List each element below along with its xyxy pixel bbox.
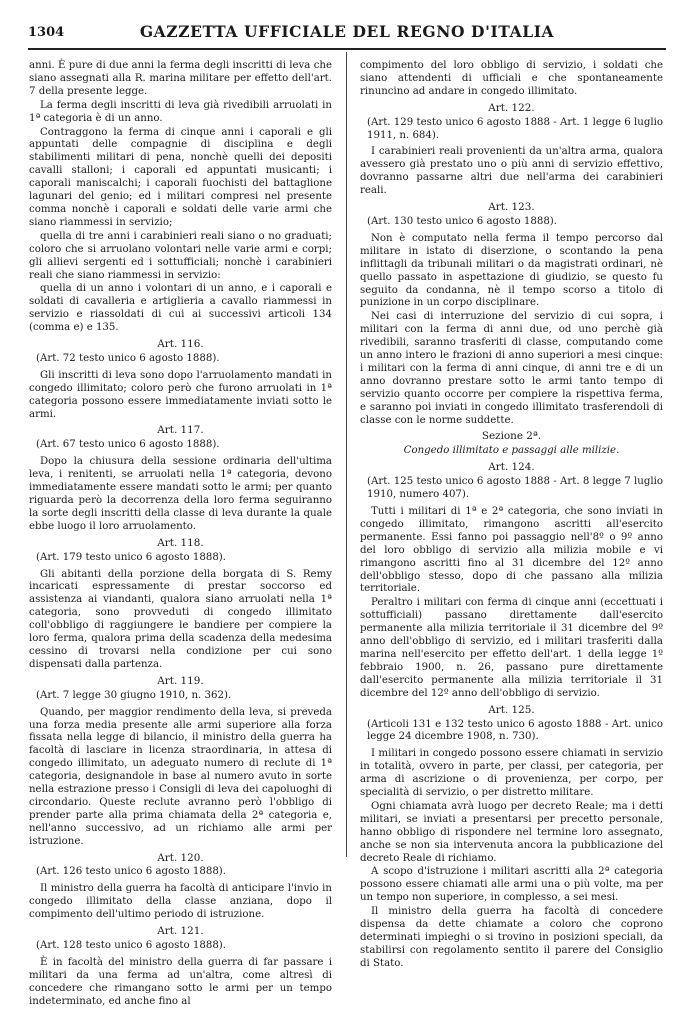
article-heading: Art. 121. bbox=[157, 925, 204, 938]
body-paragraph: Contraggono la ferma di cinque anni i caporali e gli appuntati delle compagnie di disciplina e degli stabilimenti militari di pena, nonchè quelli dei depositi cavalli stalloni; i caporali ed appuntati musicanti; i caporali maniscalchi; i caporali fuochisti del battaglione lagunari del genio; ed i militari compresi nel presente comma nonchè i caporali e soldati delle varie armi che siano riammessi in servizio; bbox=[29, 126, 332, 228]
article-heading: Art. 125. bbox=[488, 703, 535, 716]
body-paragraph: quella di tre anni i carabinieri reali siano o no graduati; coloro che si arruolano volontari nelle varie armi e corpi; gli allievi sergenti ed i sottufficiali; nonchè i carabinieri reali che siano riammessi in servizio: bbox=[29, 230, 332, 281]
body-paragraph: Tutti i militari di 1ª e 2ª categoria, che sono inviati in congedo illimitato, rimangono ascritti all'esercito permanente. Essi fanno poi passaggio nell'8º o 9º anno del loro obbligo di servizio alla milizia mobile e vi rimangono ascritti fino al 31 dicembre del 12º anno dell'obbligo stesso, dopo di che passano alla milizia territoriale. bbox=[360, 506, 663, 595]
article-heading: Art. 119. bbox=[157, 674, 204, 687]
column-divider bbox=[346, 52, 347, 857]
body-paragraph: anni. È pure di due anni la ferma degli inscritti di leva che siano assegnati alla R. marina militare per effetto dell'art. 7 della presente legge. bbox=[29, 60, 332, 97]
body-paragraph: La ferma degli inscritti di leva già rivedibili arruolati in 1ª categoria è di un anno. bbox=[29, 99, 332, 124]
right-column bbox=[360, 60, 663, 969]
body-paragraph: I militari in congedo possono essere chiamati in servizio in totalità, ovvero in parte, per classi, per categoria, per arma di ascrizione o di provenienza, per corpo, per specialità di servizio, o per distretto militare. bbox=[360, 748, 663, 799]
article-source-note: (Art. 7 legge 30 giugno 1910, n. 362). bbox=[36, 689, 232, 701]
body-paragraph: Nei casi di interruzione del servizio di cui sopra, i militari con la ferma di anni due, od uno perchè già rivedibili, saranno trasferiti di classe, computando come un anno intero le frazioni di anno superiori a mesi cinque: i militari con la ferma di anni cinque, di anni tre e di un anno dovranno prestare sotto le armi tanto tempo di servizio quanto occorre per compiere la rispettiva ferma, e saranno poi inviati in congedo illimitato trasferendoli di classe con le norme suddette. bbox=[360, 311, 663, 426]
article-heading: Art. 123. bbox=[488, 201, 535, 214]
body-paragraph: compimento del loro obbligo di servizio, i soldati che siano attendenti di ufficiali e che spontaneamente rinuncino ad andare in congedo illimitato. bbox=[360, 60, 663, 97]
body-paragraph: Peraltro i militari con ferma di cinque anni (eccettuati i sottufficiali) passano direttamente dall'esercito permanente alla milizia territoriale il 31 dicembre del 9º anno dell'obbligo di servizio, ed i militari trasferiti dalla marina nell'esercito per effetto dell'art. 1 della legge 1º febbraio 1900, n. 26, passano pure direttamente dall'esercito permanente alla milizia territoriale il 31 dicembre del 12º anno dell'obbligo di servizio. bbox=[360, 597, 663, 699]
article-source-note: (Art. 128 testo unico 6 agosto 1888). bbox=[36, 940, 227, 951]
section-subtitle: Congedo illimitato e passaggi alle milizie. bbox=[403, 445, 620, 457]
body-paragraph: Il ministro della guerra ha facoltà di anticipare l'invio in congedo illimitato della classe anziana, dopo il compimento dell'ultimo periodo di istruzione. bbox=[29, 883, 332, 921]
body-paragraph: I carabinieri reali provenienti da un'altra arma, qualora avessero già prestato uno o più anni di servizio effettivo, dovranno passarne altri due nell'arma dei carabinieri reali. bbox=[360, 146, 663, 197]
body-paragraph: A scopo d'istruzione i militari ascritti alla 2ª categoria possono essere chiamati alle armi una o più volte, ma per un tempo non superiore, in complesso, a sei mesi. bbox=[360, 866, 663, 904]
article-source-note: (Art. 130 testo unico 6 agosto 1888). bbox=[367, 215, 558, 227]
body-paragraph: Gli inscritti di leva sono dopo l'arruolamento mandati in congedo illimitato; coloro però che furono arruolati in 1ª categoria possono essere immediatamente inviati sotto le armi. bbox=[29, 369, 332, 420]
article-source-note: (Art. 67 testo unico 6 agosto 1888). bbox=[36, 439, 220, 451]
body-paragraph: Il ministro della guerra ha facoltà di concedere dispensa da dette chiamate a coloro che coprono determinati impieghi o si trovino in posizioni speciali, da stabilirsi con regolamento sentito il parere del Consiglio di Stato. bbox=[360, 906, 663, 969]
body-paragraph: quella di un anno i volontari di un anno, e i caporali e soldati di cavalleria e artiglieria a cavallo riammessi in servizio e riassoldati di cui ai successivi articoli 134 (comma e) e 135. bbox=[29, 283, 332, 334]
article-heading: Art. 117. bbox=[157, 424, 204, 437]
article-heading: Art. 118. bbox=[157, 536, 204, 549]
article-source-note: (Articoli 131 e 132 testo unico 6 agosto 1888 - Art. unico legge 24 dicembre 1908, n. 730). bbox=[367, 718, 663, 743]
body-paragraph: Dopo la chiusura della sessione ordinaria dell'ultima leva, i renitenti, se arruolati nella 1ª categoria, devono immediatamente essere mandati sotto le armi; per quanto riguarda però la decorrenza della loro ferma seguiranno la sorte degli inscritti della classe di leva durante la quale ebbe luogo il loro arruolamento. bbox=[29, 456, 332, 532]
article-heading: Art. 122. bbox=[488, 101, 535, 114]
article-heading: Art. 124. bbox=[488, 461, 535, 474]
body-paragraph: Ogni chiamata avrà luogo per decreto Reale; ma i detti militari, se inviati a presentarsi per precetto personale, hanno obbligo di rispondere nel termine loro assegnato, anche se non sia intervenuta ancora la pubblicazione del decreto Reale di richiamo. bbox=[360, 800, 663, 864]
header-rule bbox=[28, 48, 666, 50]
left-column bbox=[29, 60, 332, 1007]
article-source-note: (Art. 125 testo unico 6 agosto 1888 - Art. 8 legge 7 luglio 1910, numero 407). bbox=[367, 476, 663, 501]
article-source-note: (Art. 72 testo unico 6 agosto 1888). bbox=[36, 352, 220, 364]
body-paragraph: Quando, per maggior rendimento della leva, si preveda una forza media presente alle armi superiore alla forza fissata nella legge di bilancio, il ministro della guerra ha facoltà di lasciare in licenza straordinaria, in attesa di congedo illimitato, un adeguato numero di reclute di 1ª categoria, designandole in base al numero avuto in sorte nella estrazione presso i Consigli di leva dei capoluoghi di circondario. Queste reclute avranno però l'obbligo di prender parte alla prima chiamata della 2ª categoria e, nell'anno successivo, ad un richiamo alle armi per istruzione. bbox=[29, 706, 332, 847]
article-heading: Sezione 2ª. bbox=[481, 430, 542, 443]
body-paragraph: Gli abitanti della porzione della borgata di S. Remy incaricati espressamente di prestar soccorso ed assistenza ai viandanti, qualora siano arruolati nella 1ª categoria, sono provveduti di congedo illimitato coll'obbligo di raggiungere le bandiere per compiere la loro ferma, qualora prima della scadenza della medesima cessino di trovarsi nella condizione per cui sono dispensati dalla partenza. bbox=[29, 568, 332, 670]
article-source-note: (Art. 126 testo unico 6 agosto 1888). bbox=[36, 866, 227, 878]
gazette-title: GAZZETTA UFFICIALE DEL REGNO D'ITALIA bbox=[139, 22, 555, 41]
page-header bbox=[28, 22, 666, 42]
article-source-note: (Art. 179 testo unico 6 agosto 1888). bbox=[36, 551, 227, 563]
body-paragraph: Non è computato nella ferma il tempo percorso dal militare in istato di diserzione, o scontando la pena inflittagli da tribunali militari o da magistrati ordinari, nè quello passato in aspettazione di giudizio, se questo fu seguito da condanna, nè il tempo scorso a titolo di punizione in un corpo disciplinare. bbox=[360, 232, 663, 309]
article-source-note: (Art. 129 testo unico 6 agosto 1888 - Art. 1 legge 6 luglio 1911, n. 684). bbox=[367, 116, 663, 141]
article-heading: Art. 116. bbox=[157, 338, 204, 351]
article-heading: Art. 120. bbox=[157, 851, 204, 864]
body-paragraph: È in facoltà del ministro della guerra di far passare i militari da una ferma ad un'altra, come altresì di concedere che rimangano sotto le armi per un tempo indeterminato, ed anche fino al bbox=[29, 956, 332, 1007]
page-number: 1304 bbox=[28, 25, 65, 40]
